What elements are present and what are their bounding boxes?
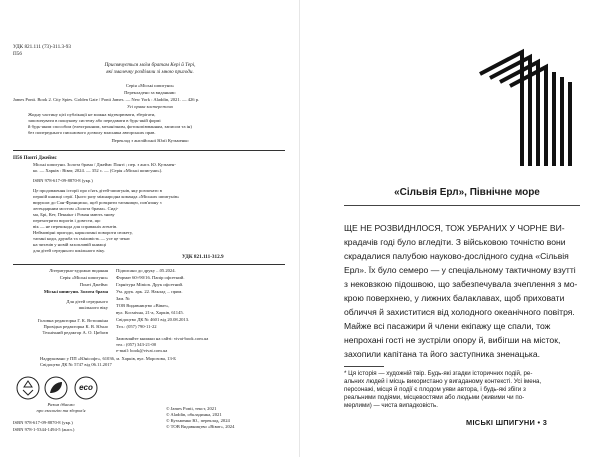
chapter-number: 1	[200, 0, 201, 1]
divider	[13, 150, 285, 151]
isbn-ukr: ISBN 978-617-09-8870-8 (укр.)	[13, 420, 73, 425]
copyright-1: © James Ponti, текст, 2021	[166, 406, 217, 411]
footnote-rule	[344, 366, 384, 367]
colophon-right-1: Підписано до друку ...05.2024.	[116, 268, 176, 273]
colophon-right-8: Свідоцтво ДК № 4601 від 20.08.2013.	[116, 317, 190, 322]
body-line-9: непрохані гості не зустріли опору й, вибігши на місток,	[344, 335, 561, 345]
body-line-7: обличчя й захиститися від холодного океанічного повітря.	[344, 307, 575, 317]
copyright-notice-1: Жодну частину цієї публікації не можна відтворювати, зберігати,	[28, 112, 156, 117]
footer-title: МІСЬКІ ШПИГУНИ	[466, 418, 536, 427]
annotation-9: таємні коди, дружба та сміливість — усе це чекає	[33, 236, 131, 241]
heading-rule	[344, 205, 580, 206]
catalog-isbn: ISBN 978-617-09-8870-8 (укр.)	[33, 178, 93, 183]
annotation-1: Це продовження історії про п'ять дітей-шпигунів, яку розпочато в	[33, 188, 162, 193]
colophon-left-9: Технічний редактор А. О. Цибаєв	[42, 330, 108, 335]
body-line-6: крою поверхнею, у лижних балаклавах, щоб приховати	[344, 293, 565, 303]
colophon-left-5: Для дітей середнього	[66, 299, 108, 304]
colophon-right-6: ТОВ Видавництво «Віват»,	[116, 303, 170, 308]
recycle-icon	[16, 376, 40, 400]
series-line: Серія «Міські шпигуни»	[125, 83, 175, 88]
order-info-3: e-mail: book@vivat.com.ua	[116, 348, 168, 353]
annotation-10: на читачів у новій захопливій книжці	[33, 242, 107, 247]
colophon-left-7: Головна редакторка Г. К. Вєтошкіна	[37, 318, 108, 323]
colophon-left-4: Міські шпигуни. Золота брама	[43, 289, 108, 294]
footnote-3: персонажі, місця й події є плодом уяви автора, і будь-які збіги з	[344, 386, 526, 393]
running-footer	[466, 418, 547, 427]
colophon-left-3: Понті Джеймс	[79, 282, 108, 287]
annotation-7: вік — не перешкода для справжніх агентів.	[33, 224, 118, 229]
printer-2: Свідоцтво ДК № 5747 від 06.11.2017	[40, 362, 112, 367]
leaf-icon	[44, 376, 68, 400]
udk-bottom: УДК 821.111-312.9	[182, 254, 224, 260]
copyright-3: © Кузьменко Ю., переклад, 2024	[166, 418, 230, 423]
copyright-4: © ТОВ Видавництво «Віват», 2024	[166, 424, 235, 429]
annotation-6: перехитрити ворогів і довести, що	[33, 218, 101, 223]
eco-text-1: Разом дбаємо	[47, 402, 75, 407]
colophon-left-1: Літературно-художнє видання	[49, 268, 108, 273]
copyright-2: © Aladdin, обкладинка, 2021	[166, 412, 222, 417]
annotation-4: легендарним мостом «Золота брама». Сиді-	[33, 206, 119, 211]
colophon-left-6: шкільного віку	[78, 305, 108, 310]
code-top: П56	[13, 51, 22, 57]
body-line-1: ЩЕ НЕ РОЗВИДНЛОСЯ, ТОЖ УБРАНИХ У ЧОРНЕ ВИ-	[344, 223, 565, 233]
annotation-11: для дітей середнього шкільного віку.	[33, 248, 105, 253]
isbn-eng: ISBN 978-1-5344-1494-5 (англ.)	[13, 427, 75, 432]
colophon-right-9: Тел.: (057) 790-11-22	[116, 324, 157, 329]
body-line-3: скрадалися палубою науково-дослідного судна «Сільвія	[344, 251, 569, 261]
divider	[13, 264, 285, 265]
order-info-2: тел.: (057) 343-21-00	[116, 342, 157, 347]
catalog-entry-2: Міські шпигуни. Золота брама / Джеймс Понті ; пер. з англ. Ю. Кузьмен-	[33, 162, 176, 167]
translator: Переклад з англійської Юлії Кузьменко	[111, 138, 189, 143]
rights-reserved: Усі права застережено	[126, 104, 174, 109]
printer-1: Надруковано у ПП «Юнісофт», 61036, м. Харків, вул. Морозова, 13-Б	[40, 356, 176, 361]
colophon-right-7: вул. Космічна, 21-а, Харків, 61145.	[116, 310, 184, 315]
annotation-3: вирушає до Сан-Франциско, щоб розкрити таємницю, пов'язану з	[33, 200, 162, 205]
order-info-1: Замовляйте книжки на сайті: vivat-book.com.ua	[116, 336, 209, 341]
footnote-4: реальними подіями, місцевостями або людьми (живими чи по-	[344, 394, 525, 401]
colophon-right-2: Формат 60×90/16. Папір офсетний.	[116, 275, 185, 280]
body-line-2: крадачів годі було вгледіти. З військовою точністю вони	[344, 237, 566, 247]
annotation-8: Неймовірні пригоди, карколомні повороти сюжету,	[33, 230, 133, 235]
eco-logo-text: eco	[79, 383, 93, 392]
catalog-entry-3: ко. — Харків : Віват, 2024. — 352 с. — (Серія «Міські шпигуни»).	[33, 168, 163, 173]
catalog-entry-1: П56 Понті Джеймс	[13, 155, 57, 161]
body-line-10: захопили капітана та його заступника зненацька.	[344, 349, 541, 359]
copyright-notice-3: й будь-яким способом (електронним, механічним, фотокопіюванням, записом та ін)	[28, 124, 192, 129]
eco-logo	[72, 376, 100, 400]
footnote-1: * Ця історія — художній твір. Будь-які згадки історичних подій, ре-	[344, 370, 533, 377]
copyright-notice-2: запозичувати в пошукову систему або передавати в будь-якій формі	[28, 118, 161, 123]
udk-top: УДК 821.111 (73)-311.3-93	[13, 44, 71, 50]
translated-by: Перекладено за виданням:	[124, 90, 176, 95]
chapter-title: «Сільвія Ерл», Північне море	[394, 187, 540, 198]
body-line-5: з нековзкою підошвою, що забезпечувала зчеплення з мо-	[344, 279, 578, 289]
colophon-left-2: Серія «Міські шпигуни»	[59, 275, 108, 280]
copyright-notice-4: без попереднього письмового дозволу власника авторських прав.	[28, 130, 156, 135]
original-edition: James Ponti. Book 2. City Spies. Golden Gate / Ponti James. — New York : Aladdin, 2021. — 426 p.	[13, 97, 200, 102]
annotation-5: ма, Брі, Кет, Пеннінг і Роман мають знову	[33, 212, 115, 217]
colophon-left-8: Провідна редакторка К. В. Юхно	[43, 324, 108, 329]
footer-bullet: •	[537, 418, 543, 427]
dedication-line-1: Присвячується моїм братам Кері й Тері,	[104, 62, 196, 68]
body-line-4: Ерл». Їх було семеро — у спеціальному тактичному взутті	[344, 265, 576, 275]
chapter-number-graphic	[472, 48, 582, 168]
footnote-5: мерлими) — чиста випадковість.	[344, 402, 438, 409]
colophon-right-5: Зам. №	[116, 296, 130, 301]
dedication-line-2: які змалечку розділяли зі мною пригоди.	[106, 69, 194, 75]
colophon-right-4: Ум. друк. арк. 22. Наклад ... прим.	[116, 289, 183, 294]
colophon-right-3: Гарнітура Minion. Друк офсетний.	[116, 282, 184, 287]
eco-text-2: про екологію та здоров'я	[36, 408, 86, 413]
body-line-8: Майже всі пасажири й члени екіпажу ще спали, тож	[344, 321, 551, 331]
annotation-2: першій книжці серії. Цього разу міжнародна команда «Міських шпигунів»	[33, 194, 180, 199]
page-number: 3	[542, 418, 548, 427]
footnote-2: альних людей і місць використано у вигаданому контексті. Усі імена,	[344, 378, 542, 385]
